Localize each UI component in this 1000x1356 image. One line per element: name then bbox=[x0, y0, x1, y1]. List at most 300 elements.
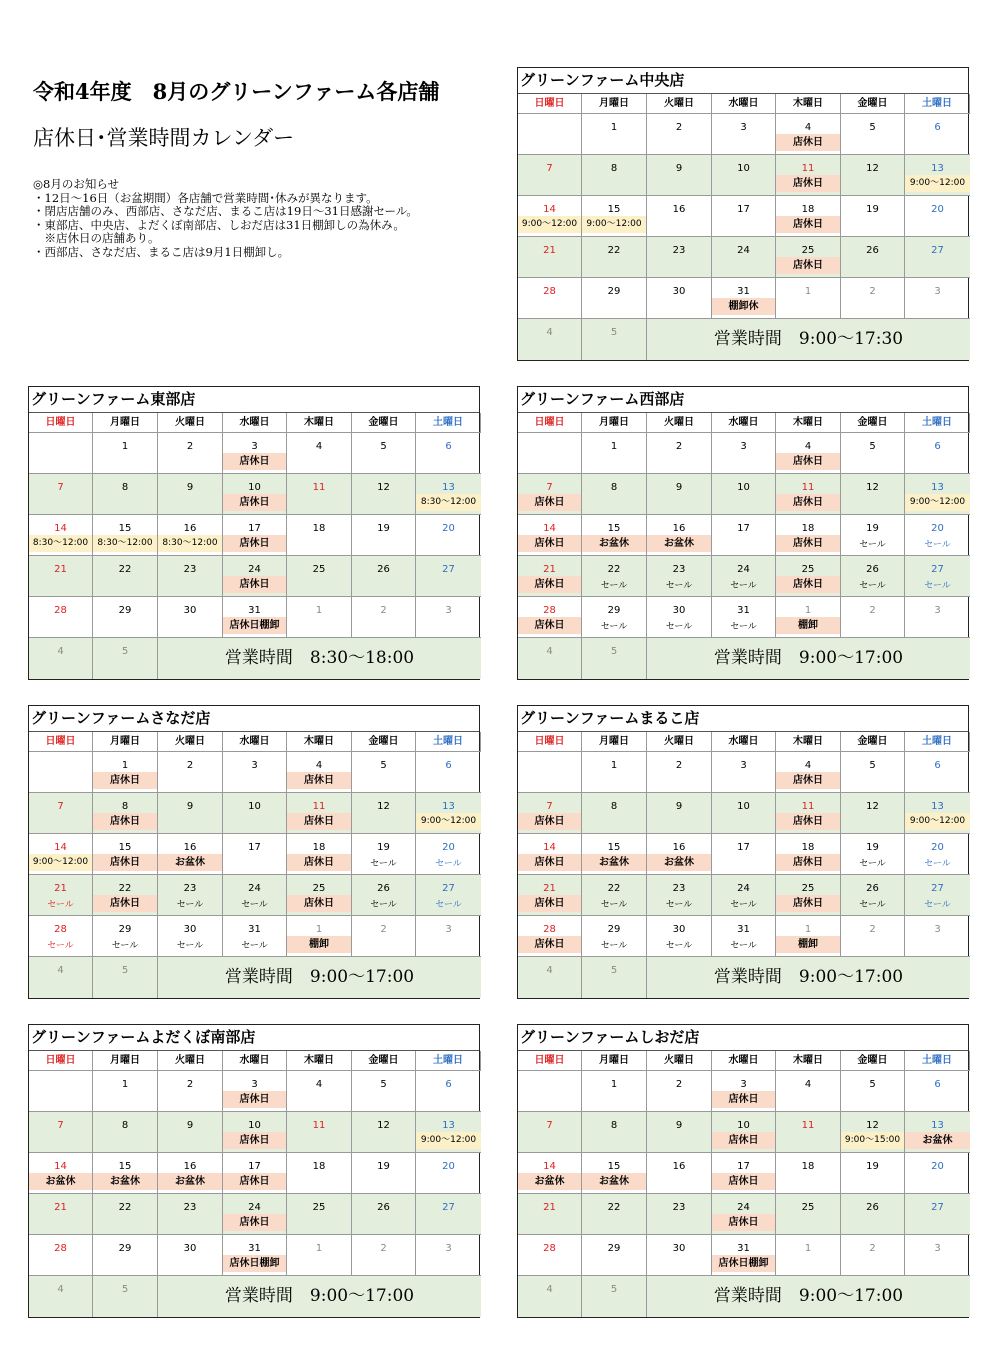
calendar-day-cell bbox=[841, 793, 905, 834]
calendar-day-cell bbox=[287, 1235, 352, 1276]
weekday-header: 金曜日 bbox=[352, 1051, 416, 1071]
date-number: 16 bbox=[183, 1161, 197, 1172]
weekday-header: 日曜日 bbox=[518, 94, 582, 114]
calendar-day-cell bbox=[841, 278, 905, 319]
weekday-header: 火曜日 bbox=[647, 413, 712, 433]
calendar-day-cell bbox=[776, 515, 841, 556]
date-number: 28 bbox=[54, 605, 67, 616]
date-number: 26 bbox=[866, 1202, 879, 1213]
holiday-badge: お盆休 bbox=[158, 854, 222, 871]
date-number: 24 bbox=[737, 883, 750, 894]
date-number: 29 bbox=[118, 1243, 132, 1254]
calendar-day-cell bbox=[352, 474, 416, 515]
date-number: 13 bbox=[442, 801, 455, 812]
weekday-header: 土曜日 bbox=[416, 732, 481, 752]
calendar-day-cell bbox=[29, 1153, 93, 1194]
date-number: 15 bbox=[607, 1161, 621, 1172]
calendar-day-cell bbox=[223, 433, 287, 474]
holiday-badge: 店休日 bbox=[287, 772, 351, 789]
date-number: 27 bbox=[931, 245, 944, 256]
date-number: 16 bbox=[672, 523, 686, 534]
date-number: 24 bbox=[737, 564, 750, 575]
date-number: 7 bbox=[546, 482, 553, 493]
calendar-day-cell bbox=[93, 752, 158, 793]
calendar-day-cell bbox=[776, 1071, 841, 1112]
holiday-badge: 店休日棚卸 bbox=[223, 617, 286, 634]
calendar-day-cell bbox=[352, 1194, 416, 1235]
calendar-day-cell bbox=[582, 319, 647, 360]
calendar-day-cell bbox=[352, 433, 416, 474]
calendar-day-cell bbox=[416, 1153, 481, 1194]
holiday-badge: 店休日 bbox=[93, 854, 157, 871]
date-number: 7 bbox=[57, 801, 64, 812]
date-number: 1 bbox=[315, 924, 323, 935]
weekday-header: 日曜日 bbox=[29, 732, 93, 752]
calendar-day-cell bbox=[647, 155, 712, 196]
hours-note: 9:00～12:00 bbox=[905, 494, 970, 511]
calendar-day-cell bbox=[223, 515, 287, 556]
date-number: 20 bbox=[931, 1161, 944, 1172]
date-number: 5 bbox=[610, 327, 618, 338]
date-number: 26 bbox=[377, 1202, 390, 1213]
weekday-header: 水曜日 bbox=[223, 732, 287, 752]
calendar-day-cell bbox=[287, 1071, 352, 1112]
notice-line: ※店休日の店舗あり。 bbox=[33, 231, 160, 246]
date-number: 8 bbox=[610, 163, 618, 174]
calendar-day-cell bbox=[776, 793, 841, 834]
date-number: 2 bbox=[186, 441, 194, 452]
date-number: 2 bbox=[869, 286, 876, 297]
date-number: 31 bbox=[248, 1243, 261, 1254]
date-number: 3 bbox=[740, 441, 747, 452]
sale-label: セール bbox=[176, 900, 204, 910]
notice-line: ・12日～16日（お盆期間）各店舗で営業時間･休みが異なります。 bbox=[33, 190, 378, 205]
holiday-badge: 店休日 bbox=[776, 175, 840, 192]
weekday-header: 木曜日 bbox=[287, 413, 352, 433]
date-number: 29 bbox=[118, 924, 132, 935]
date-number: 18 bbox=[801, 842, 815, 853]
date-number: 2 bbox=[380, 924, 387, 935]
calendar-day-cell bbox=[712, 1194, 776, 1235]
holiday-badge: お盆休 bbox=[29, 1173, 92, 1190]
date-number: 5 bbox=[610, 646, 618, 657]
weekday-header: 火曜日 bbox=[647, 94, 712, 114]
weekday-header: 月曜日 bbox=[93, 732, 158, 752]
date-number: 3 bbox=[934, 286, 941, 297]
date-number: 8 bbox=[121, 482, 129, 493]
date-number: 14 bbox=[543, 842, 556, 853]
calendar-day-cell bbox=[352, 752, 416, 793]
calendar-day-cell bbox=[352, 1235, 416, 1276]
date-number: 14 bbox=[54, 842, 67, 853]
calendar-day-cell bbox=[158, 875, 223, 916]
date-number: 25 bbox=[312, 1202, 326, 1213]
date-number: 7 bbox=[546, 1120, 553, 1131]
date-number: 3 bbox=[251, 1079, 258, 1090]
holiday-badge: 店休日 bbox=[518, 895, 581, 912]
calendar-day-cell bbox=[776, 1153, 841, 1194]
date-number: 22 bbox=[118, 883, 132, 894]
date-number: 1 bbox=[804, 1243, 812, 1254]
holiday-badge: 店休日 bbox=[223, 1132, 286, 1149]
calendar-day-cell bbox=[905, 433, 970, 474]
hours-note: 9:00～12:00 bbox=[518, 216, 581, 233]
holiday-badge: 店休日 bbox=[518, 854, 581, 871]
date-number: 30 bbox=[672, 1243, 686, 1254]
calendar-day-cell bbox=[776, 155, 841, 196]
date-number: 3 bbox=[445, 924, 452, 935]
holiday-badge: 店休日 bbox=[776, 134, 840, 151]
calendar-day-cell bbox=[416, 474, 481, 515]
holiday-badge: 店休日棚卸 bbox=[223, 1255, 286, 1272]
date-number: 8 bbox=[121, 801, 129, 812]
date-number: 23 bbox=[183, 564, 197, 575]
calendar-day-cell bbox=[29, 752, 93, 793]
hours-note: 9:00～12:00 bbox=[582, 216, 646, 233]
date-number: 10 bbox=[737, 801, 750, 812]
date-number: 6 bbox=[934, 441, 941, 452]
date-number: 18 bbox=[312, 1161, 326, 1172]
calendar-day-cell bbox=[712, 1235, 776, 1276]
holiday-badge: 店休日 bbox=[518, 936, 581, 953]
calendar-day-cell bbox=[93, 834, 158, 875]
date-number: 28 bbox=[543, 605, 556, 616]
weekday-header: 月曜日 bbox=[93, 1051, 158, 1071]
calendar-day-cell bbox=[416, 875, 481, 916]
calendar-day-cell bbox=[841, 875, 905, 916]
calendar-day-cell bbox=[287, 752, 352, 793]
date-number: 2 bbox=[380, 605, 387, 616]
calendar-day-cell bbox=[905, 834, 970, 875]
calendar-day-cell bbox=[647, 278, 712, 319]
calendar-day-cell bbox=[647, 597, 712, 638]
date-number: 27 bbox=[442, 1202, 455, 1213]
date-number: 25 bbox=[801, 245, 815, 256]
date-number: 17 bbox=[737, 204, 750, 215]
sale-label: セール bbox=[435, 859, 462, 869]
calendar-day-cell bbox=[352, 834, 416, 875]
weekday-header: 水曜日 bbox=[223, 1051, 287, 1071]
sale-label: セール bbox=[111, 941, 139, 951]
calendar-day-cell bbox=[712, 196, 776, 237]
date-number: 9 bbox=[186, 482, 194, 493]
holiday-badge: 店休日 bbox=[223, 1173, 286, 1190]
calendar-day-cell bbox=[287, 834, 352, 875]
date-number: 18 bbox=[801, 523, 815, 534]
date-number: 23 bbox=[672, 883, 686, 894]
weekday-header: 水曜日 bbox=[712, 94, 776, 114]
calendar-day-cell bbox=[93, 1071, 158, 1112]
date-number: 13 bbox=[442, 482, 455, 493]
calendar-day-cell bbox=[905, 155, 970, 196]
calendar-day-cell bbox=[352, 875, 416, 916]
date-number: 22 bbox=[118, 1202, 132, 1213]
calendar-day-cell bbox=[29, 638, 93, 679]
holiday-badge: 店休日 bbox=[93, 895, 157, 912]
calendar-day-cell bbox=[518, 1235, 582, 1276]
date-number: 27 bbox=[931, 883, 944, 894]
date-number: 10 bbox=[248, 482, 261, 493]
date-number: 15 bbox=[607, 523, 621, 534]
date-number: 23 bbox=[672, 245, 686, 256]
calendar-day-cell bbox=[647, 474, 712, 515]
calendar-day-cell bbox=[647, 515, 712, 556]
calendar-day-cell bbox=[352, 1071, 416, 1112]
holiday-badge: 棚卸 bbox=[776, 936, 840, 953]
store-title: グリーンファームさなだ店 bbox=[29, 706, 479, 732]
date-number: 13 bbox=[931, 801, 944, 812]
calendar-day-cell bbox=[905, 474, 970, 515]
weekday-header: 水曜日 bbox=[712, 1051, 776, 1071]
date-number: 8 bbox=[610, 801, 618, 812]
date-number: 29 bbox=[607, 605, 621, 616]
date-number: 8 bbox=[610, 482, 618, 493]
holiday-badge: お盆休 bbox=[582, 854, 646, 871]
date-number: 28 bbox=[543, 924, 556, 935]
calendar-day-cell bbox=[712, 556, 776, 597]
page-subtitle: 店休日･営業時間カレンダー bbox=[33, 126, 295, 150]
date-number: 16 bbox=[672, 1161, 686, 1172]
date-number: 4 bbox=[546, 646, 553, 657]
weekday-header: 月曜日 bbox=[582, 732, 647, 752]
weekday-header: 木曜日 bbox=[776, 1051, 841, 1071]
calendar-day-cell bbox=[776, 1112, 841, 1153]
sale-label: セール bbox=[370, 859, 397, 869]
date-number: 9 bbox=[186, 801, 194, 812]
date-number: 24 bbox=[248, 883, 261, 894]
notice-line: ・東部店、中央店、よだくぼ南部店、しおだ店は31日棚卸しの為休み。 bbox=[33, 217, 405, 232]
calendar-day-cell bbox=[776, 237, 841, 278]
date-number: 31 bbox=[248, 924, 261, 935]
date-number: 31 bbox=[737, 924, 750, 935]
calendar-seibu bbox=[517, 386, 969, 680]
calendar-day-cell bbox=[352, 793, 416, 834]
calendar-day-cell bbox=[518, 597, 582, 638]
calendar-day-cell bbox=[287, 515, 352, 556]
calendar-day-cell bbox=[223, 916, 287, 957]
date-number: 24 bbox=[737, 245, 750, 256]
calendar-day-cell bbox=[158, 1112, 223, 1153]
date-number: 31 bbox=[737, 1243, 750, 1254]
weekday-header: 金曜日 bbox=[352, 732, 416, 752]
calendar-day-cell bbox=[158, 1194, 223, 1235]
date-number: 30 bbox=[672, 286, 686, 297]
weekday-header: 水曜日 bbox=[223, 413, 287, 433]
date-number: 2 bbox=[380, 1243, 387, 1254]
sale-label: セール bbox=[924, 540, 951, 550]
holiday-badge: お盆休 bbox=[158, 1173, 222, 1190]
calendar-day-cell bbox=[352, 1112, 416, 1153]
calendar-day-cell bbox=[776, 556, 841, 597]
weekday-header: 土曜日 bbox=[905, 1051, 970, 1071]
weekday-header: 月曜日 bbox=[582, 413, 647, 433]
calendar-day-cell bbox=[776, 278, 841, 319]
weekday-header: 日曜日 bbox=[518, 732, 582, 752]
calendar-day-cell bbox=[582, 1071, 647, 1112]
calendar-day-cell bbox=[518, 1276, 582, 1317]
date-number: 18 bbox=[801, 1161, 815, 1172]
calendar-day-cell bbox=[905, 793, 970, 834]
date-number: 28 bbox=[54, 1243, 67, 1254]
weekday-header: 水曜日 bbox=[712, 413, 776, 433]
weekday-header: 日曜日 bbox=[518, 413, 582, 433]
calendar-day-cell bbox=[158, 433, 223, 474]
calendar-day-cell bbox=[712, 1112, 776, 1153]
sale-label: セール bbox=[859, 581, 886, 591]
date-number: 2 bbox=[675, 760, 683, 771]
weekday-header: 木曜日 bbox=[287, 732, 352, 752]
date-number: 5 bbox=[380, 760, 387, 771]
date-number: 9 bbox=[186, 1120, 194, 1131]
calendar-day-cell bbox=[647, 556, 712, 597]
business-hours: 営業時間 9:00～17:00 bbox=[647, 957, 970, 998]
calendar-day-cell bbox=[776, 196, 841, 237]
calendar-day-cell bbox=[518, 834, 582, 875]
date-number: 1 bbox=[804, 924, 812, 935]
date-number: 21 bbox=[54, 564, 67, 575]
date-number: 21 bbox=[54, 883, 67, 894]
calendar-day-cell bbox=[223, 1235, 287, 1276]
date-number: 12 bbox=[866, 482, 879, 493]
date-number: 14 bbox=[543, 204, 556, 215]
calendar-day-cell bbox=[352, 556, 416, 597]
date-number: 29 bbox=[607, 924, 621, 935]
date-number: 10 bbox=[737, 1120, 750, 1131]
date-number: 4 bbox=[804, 441, 812, 452]
date-number: 24 bbox=[737, 1202, 750, 1213]
date-number: 4 bbox=[57, 1284, 64, 1295]
calendar-day-cell bbox=[416, 1235, 481, 1276]
calendar-day-cell bbox=[905, 597, 970, 638]
calendar-day-cell bbox=[647, 1153, 712, 1194]
date-number: 10 bbox=[737, 163, 750, 174]
calendar-day-cell bbox=[582, 114, 647, 155]
calendar-day-cell bbox=[776, 433, 841, 474]
calendar-day-cell bbox=[223, 556, 287, 597]
date-number: 9 bbox=[675, 163, 683, 174]
calendar-day-cell bbox=[93, 1112, 158, 1153]
date-number: 1 bbox=[610, 760, 618, 771]
date-number: 9 bbox=[675, 1120, 683, 1131]
calendar-day-cell bbox=[647, 196, 712, 237]
date-number: 22 bbox=[607, 883, 621, 894]
date-number: 20 bbox=[442, 842, 455, 853]
date-number: 31 bbox=[248, 605, 261, 616]
calendar-day-cell bbox=[416, 916, 481, 957]
weekday-header: 水曜日 bbox=[712, 732, 776, 752]
date-number: 3 bbox=[251, 441, 258, 452]
calendar-day-cell bbox=[776, 1235, 841, 1276]
calendar-day-cell bbox=[158, 597, 223, 638]
calendar-day-cell bbox=[647, 114, 712, 155]
weekday-header: 木曜日 bbox=[776, 413, 841, 433]
calendar-day-cell bbox=[158, 1153, 223, 1194]
calendar-day-cell bbox=[582, 597, 647, 638]
calendar-day-cell bbox=[29, 433, 93, 474]
holiday-badge: 店休日 bbox=[223, 1214, 286, 1231]
sale-label: セール bbox=[600, 900, 628, 910]
weekday-header: 火曜日 bbox=[158, 1051, 223, 1071]
calendar-day-cell bbox=[776, 1194, 841, 1235]
calendar-grid bbox=[518, 413, 968, 679]
calendar-day-cell bbox=[582, 196, 647, 237]
calendar-day-cell bbox=[93, 474, 158, 515]
calendar-day-cell bbox=[287, 875, 352, 916]
calendar-day-cell bbox=[905, 196, 970, 237]
date-number: 4 bbox=[804, 122, 812, 133]
holiday-badge: 店休日 bbox=[518, 494, 581, 511]
date-number: 2 bbox=[869, 924, 876, 935]
business-hours: 営業時間 9:00～17:30 bbox=[647, 319, 970, 360]
calendar-day-cell bbox=[841, 916, 905, 957]
calendar-day-cell bbox=[712, 237, 776, 278]
date-number: 31 bbox=[737, 605, 750, 616]
business-hours: 営業時間 9:00～17:00 bbox=[647, 1276, 970, 1317]
business-hours: 営業時間 9:00～17:00 bbox=[647, 638, 970, 679]
holiday-badge: お盆休 bbox=[905, 1132, 970, 1149]
sale-label: セール bbox=[730, 900, 757, 910]
date-number: 27 bbox=[442, 564, 455, 575]
page-title: 令和4年度 8月のグリーンファーム各店舗 bbox=[33, 79, 440, 104]
calendar-day-cell bbox=[29, 793, 93, 834]
hours-note: 9:00～12:00 bbox=[905, 813, 970, 830]
calendar-day-cell bbox=[712, 1071, 776, 1112]
date-number: 7 bbox=[57, 482, 64, 493]
store-title: グリーンファームよだくぼ南部店 bbox=[29, 1025, 479, 1051]
holiday-badge: 店休日 bbox=[712, 1173, 775, 1190]
hours-note: 8:30～12:00 bbox=[158, 535, 222, 552]
calendar-day-cell bbox=[518, 1153, 582, 1194]
calendar-day-cell bbox=[29, 597, 93, 638]
sale-label: セール bbox=[665, 900, 693, 910]
date-number: 3 bbox=[740, 1079, 747, 1090]
calendar-day-cell bbox=[712, 597, 776, 638]
calendar-sanada bbox=[28, 705, 480, 999]
holiday-badge: 棚卸休 bbox=[712, 298, 775, 315]
calendar-day-cell bbox=[29, 1112, 93, 1153]
hours-note: 9:00～12:00 bbox=[416, 813, 481, 830]
calendar-day-cell bbox=[712, 433, 776, 474]
calendar-day-cell bbox=[647, 916, 712, 957]
date-number: 17 bbox=[737, 523, 750, 534]
calendar-day-cell bbox=[158, 1235, 223, 1276]
calendar-day-cell bbox=[647, 752, 712, 793]
holiday-badge: 店休日 bbox=[776, 216, 840, 233]
date-number: 1 bbox=[121, 1079, 129, 1090]
date-number: 21 bbox=[543, 564, 556, 575]
calendar-day-cell bbox=[776, 752, 841, 793]
date-number: 11 bbox=[312, 801, 326, 812]
calendar-day-cell bbox=[29, 515, 93, 556]
sale-label: セール bbox=[730, 581, 757, 591]
calendar-day-cell bbox=[582, 237, 647, 278]
calendar-maruko bbox=[517, 705, 969, 999]
date-number: 14 bbox=[54, 1161, 67, 1172]
calendar-day-cell bbox=[841, 237, 905, 278]
weekday-header: 日曜日 bbox=[518, 1051, 582, 1071]
calendar-day-cell bbox=[841, 556, 905, 597]
calendar-day-cell bbox=[582, 278, 647, 319]
date-number: 21 bbox=[543, 883, 556, 894]
date-number: 2 bbox=[869, 605, 876, 616]
calendar-day-cell bbox=[223, 875, 287, 916]
calendar-day-cell bbox=[712, 515, 776, 556]
calendar-day-cell bbox=[582, 515, 647, 556]
calendar-day-cell bbox=[582, 875, 647, 916]
date-number: 19 bbox=[866, 523, 879, 534]
calendar-day-cell bbox=[582, 1112, 647, 1153]
holiday-badge: 店休日 bbox=[287, 813, 351, 830]
